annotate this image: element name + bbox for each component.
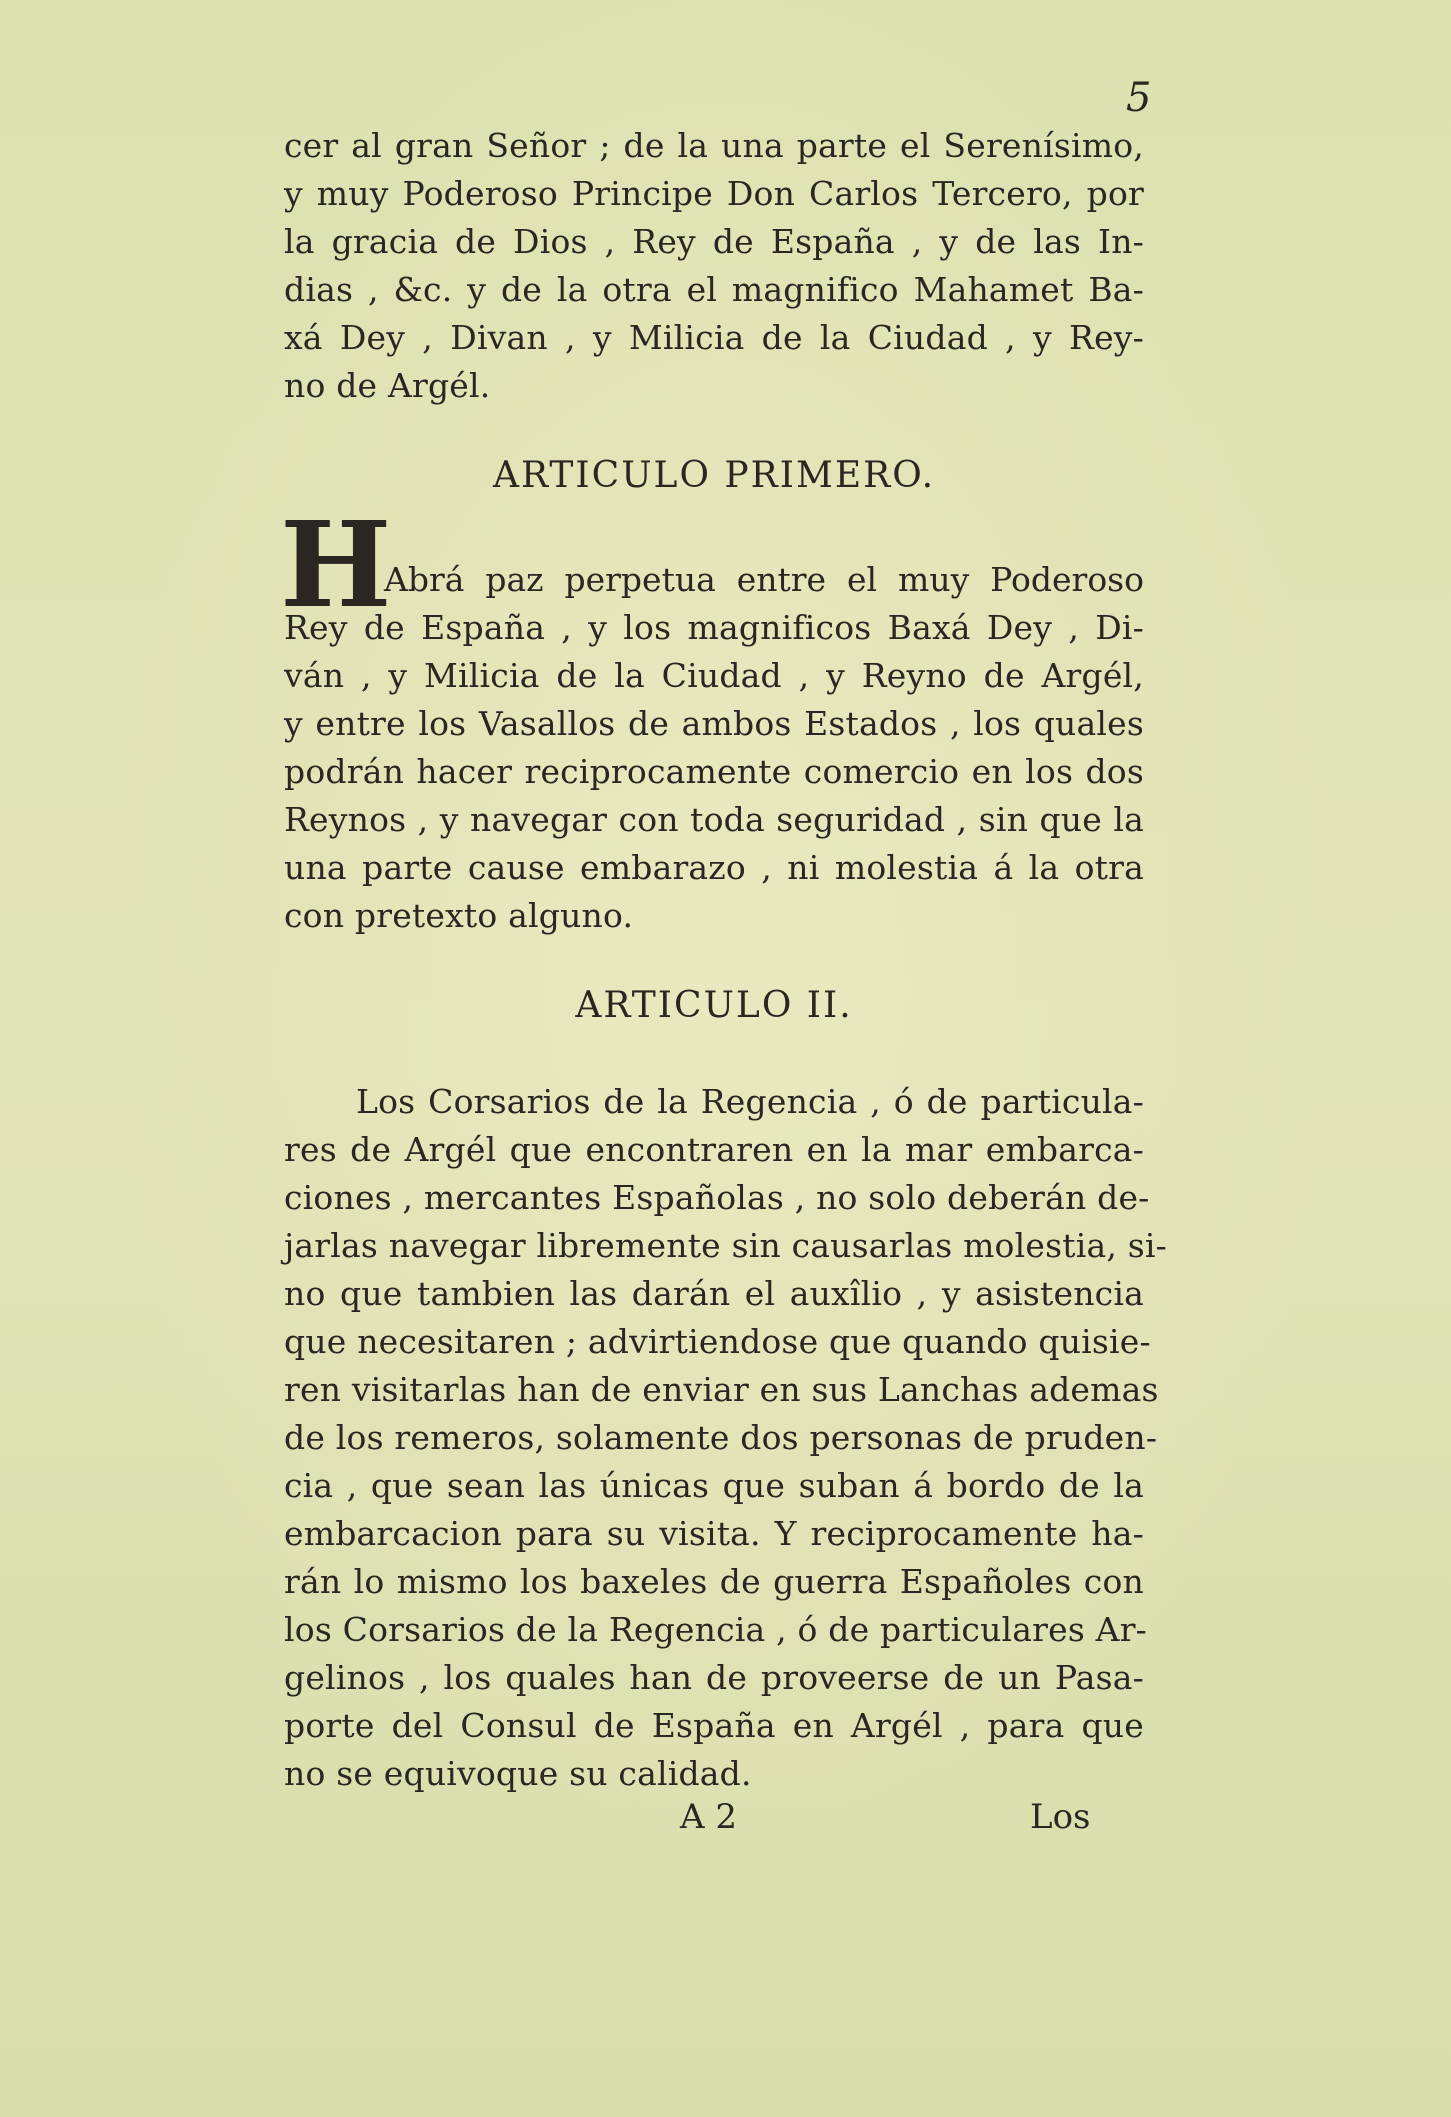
text-line: los Corsarios de la Regencia , ó de particulares Ar- <box>284 1610 1148 1649</box>
drop-cap-letter: H <box>280 495 392 634</box>
text-line: jarlas navegar libremente sin causarlas molestia, si- <box>284 1226 1167 1265</box>
article-1-paragraph <box>284 604 1144 940</box>
text-line: no se equivoque su calidad. <box>284 1754 752 1793</box>
text-line: Los Corsarios de la Regencia , ó de particula- <box>356 1082 1144 1121</box>
text-line: cia , que sean las únicas que suban á bordo de la <box>284 1466 1144 1505</box>
text-line: ren visitarlas han de enviar en sus Lanchas ademas <box>284 1370 1159 1409</box>
text-line: Rey de España , y los magnificos Baxá Dey , Di- <box>284 608 1144 647</box>
text-line: porte del Consul de España en Argél , para que <box>284 1706 1144 1745</box>
text-line: y entre los Vasallos de ambos Estados , los quales <box>284 704 1144 743</box>
article-1-heading: ARTICULO PRIMERO. <box>492 455 936 496</box>
text-line: la gracia de Dios , Rey de España , y de las In- <box>284 222 1144 261</box>
text-line: ván , y Milicia de la Ciudad , y Reyno de Argél, <box>284 656 1144 695</box>
text-line: podrán hacer reciprocamente comercio en los dos <box>284 752 1144 791</box>
text-line: dias , &c. y de la otra el magnifico Mahamet Ba- <box>284 270 1144 309</box>
text-line: res de Argél que encontraren en la mar embarca- <box>284 1130 1144 1169</box>
preamble-paragraph <box>284 122 1144 410</box>
text-line: embarcacion para su visita. Y reciprocamente ha- <box>284 1514 1144 1553</box>
text-line: una parte cause embarazo , ni molestia á la otra <box>284 848 1144 887</box>
text-line: de los remeros, solamente dos personas de pruden- <box>284 1418 1158 1457</box>
page-number: 5 <box>1126 75 1152 121</box>
text-line: rán lo mismo los baxeles de guerra Españoles con <box>284 1562 1144 1601</box>
article-2-heading: ARTICULO II. <box>575 985 853 1026</box>
text-line: Reynos , y navegar con toda seguridad , sin que la <box>284 800 1144 839</box>
catchword: Los <box>1030 1797 1091 1837</box>
signature-mark: A 2 <box>680 1797 737 1837</box>
article-1-first-line <box>384 556 1144 604</box>
text-line: Abrá paz perpetua entre el muy Poderoso <box>384 560 1144 599</box>
text-line: gelinos , los quales han de proveerse de un Pasa- <box>284 1658 1144 1697</box>
article-2-paragraph <box>284 1078 1167 1798</box>
text-line: ciones , mercantes Españolas , no solo deberán de- <box>284 1178 1150 1217</box>
text-line: no que tambien las darán el auxîlio , y asistencia <box>284 1274 1144 1313</box>
text-line: xá Dey , Divan , y Milicia de la Ciudad , y Rey- <box>284 318 1144 357</box>
text-line: no de Argél. <box>284 366 491 405</box>
text-line: con pretexto alguno. <box>284 896 634 935</box>
text-line: que necesitaren ; advirtiendose que quando quisie- <box>284 1322 1151 1361</box>
text-line: y muy Poderoso Principe Don Carlos Tercero, por <box>284 174 1144 213</box>
text-line: cer al gran Señor ; de la una parte el Serenísimo, <box>284 126 1144 165</box>
